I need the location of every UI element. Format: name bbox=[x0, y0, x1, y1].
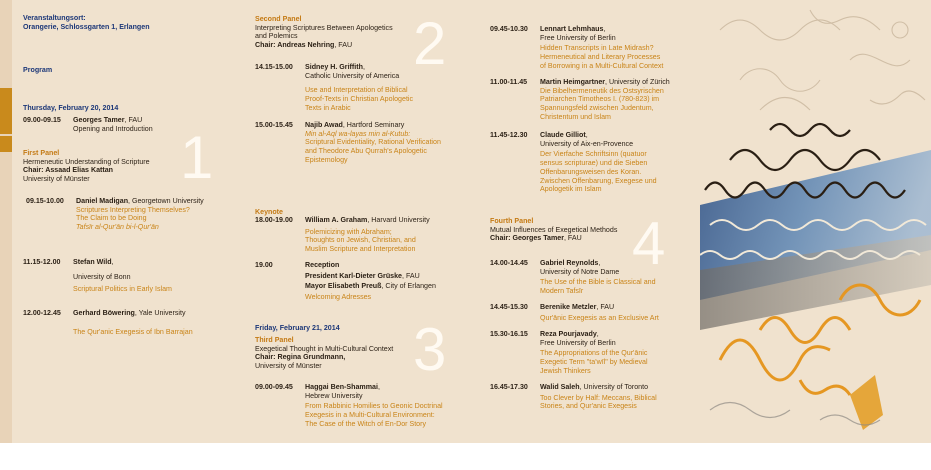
speaker-name: Lennart Lehmhaus bbox=[540, 25, 604, 33]
speaker-affiliation: , FAU bbox=[124, 116, 143, 124]
session-time: 09.15-10.00 bbox=[26, 197, 64, 205]
speaker-affiliation: , City of Erlangen bbox=[381, 282, 436, 291]
talk-wild bbox=[23, 258, 223, 294]
talk-title: The Use of the Bible is Classical and bbox=[540, 278, 656, 287]
panel-chair: Chair: Regina Grundmann, bbox=[255, 353, 346, 362]
session-time: 14.00-14.45 bbox=[490, 259, 528, 267]
panel-number-1: 1 bbox=[180, 124, 214, 191]
reception-label: Reception bbox=[305, 261, 340, 269]
panel-label: First Panel bbox=[23, 149, 60, 157]
speaker-name: Mayor Elisabeth Preuß bbox=[305, 282, 382, 291]
panel-label: Second Panel bbox=[255, 15, 302, 23]
speaker-name: Stefan Wild bbox=[73, 258, 112, 266]
speaker-affiliation: University of Notre Dame bbox=[540, 267, 620, 276]
panel-title: and Polemics bbox=[255, 32, 298, 41]
panel-chair-affiliation: University of Münster bbox=[23, 175, 90, 184]
talk-lehmhaus bbox=[490, 25, 700, 71]
fourth-panel-header bbox=[490, 217, 700, 243]
talk-title: Texts in Arabic bbox=[305, 103, 351, 112]
panel-chair: Chair: Andreas Nehring bbox=[255, 41, 335, 50]
speaker-name: Claude Gilliot bbox=[540, 131, 586, 139]
talk-reynolds bbox=[490, 259, 700, 296]
panel-label: Fourth Panel bbox=[490, 217, 534, 225]
speaker-affiliation: , bbox=[111, 258, 114, 266]
session-time: 12.00-12.45 bbox=[23, 309, 61, 317]
talk-title: Muslim Scripture and Interpretation bbox=[305, 245, 416, 254]
panel-title: Exegetical Thought in Multi-Cultural Context bbox=[255, 344, 394, 353]
talk-title: The Claim to be Doing bbox=[76, 214, 147, 223]
speaker-affiliation: , FAU bbox=[402, 271, 420, 280]
panel-title: Interpreting Scriptures Between Apologetics bbox=[255, 23, 393, 32]
keynote-label: Keynote bbox=[255, 208, 283, 216]
talk-title: Spannungsfeld zwischen Judentum, bbox=[540, 104, 654, 113]
panel-chair-affiliation: University of Münster bbox=[255, 362, 322, 371]
session-time: 14.45-15.30 bbox=[490, 303, 528, 311]
talk-title: Jewish Thinkers bbox=[540, 366, 591, 375]
session-time: 11.45-12.30 bbox=[490, 131, 528, 139]
talk-title: Apologetik im Islam bbox=[540, 185, 602, 194]
talk-gilliot bbox=[490, 131, 700, 194]
panel-number-4: 4 bbox=[632, 210, 666, 277]
talk-title: Qur'ānic Exegesis as an Exclusive Art bbox=[540, 313, 659, 322]
talk-saleh bbox=[490, 383, 700, 411]
talk-title: The Qur'anic Exegesis of Ibn Barrajan bbox=[73, 327, 193, 336]
talk-graham bbox=[255, 216, 470, 254]
talk-title: and Theodore Abu Qurrah's Apologetic bbox=[305, 147, 427, 156]
talk-title: Patriarchen Timotheos I. (780-823) im bbox=[540, 95, 660, 104]
page-tab-upper bbox=[0, 88, 12, 134]
speaker-affiliation: , FAU bbox=[596, 303, 615, 311]
speaker-name: Martin Heimgartner bbox=[540, 78, 606, 86]
talk-title: Hermeneutical and Literary Processes bbox=[540, 53, 661, 62]
session-title: Opening and Introduction bbox=[73, 124, 153, 133]
talk-title: Exegesis in a Multi-Cultural Environment: bbox=[305, 411, 435, 420]
third-panel-header bbox=[255, 336, 470, 371]
venue-address: Orangerie, Schlossgarten 1, Erlangen bbox=[23, 22, 150, 31]
session-time: 16.45-17.30 bbox=[490, 383, 528, 391]
speaker-name: Berenike Metzler bbox=[540, 303, 597, 311]
talk-title: sensus scripturae) und die Sieben bbox=[540, 159, 648, 168]
venue-label: Veranstaltungsort: bbox=[23, 14, 86, 22]
talk-title: Too Clever by Half: Meccans, Biblical bbox=[540, 393, 657, 402]
session-time: 09.45-10.30 bbox=[490, 25, 528, 33]
speaker-name: Gabriel Reynolds bbox=[540, 259, 599, 267]
speaker-affiliation: , bbox=[362, 63, 365, 71]
panel-label: Third Panel bbox=[255, 336, 294, 344]
speaker-name: Walid Saleh bbox=[540, 383, 580, 391]
speaker-name: Haggai Ben-Shammai bbox=[305, 383, 378, 391]
panel-title: Hermeneutic Understanding of Scripture bbox=[23, 157, 150, 166]
speaker-affiliation: , bbox=[596, 330, 599, 338]
talk-title: Modern Tafsīr bbox=[540, 287, 584, 296]
talk-title: Scriptural Politics in Early Islam bbox=[73, 285, 172, 294]
panel-title: Mutual Influences of Exegetical Methods bbox=[490, 225, 618, 234]
speaker-affiliation: University of Bonn bbox=[73, 272, 131, 281]
speaker-name: Georges Tamer bbox=[73, 116, 125, 124]
talk-title: Polemicizing with Abraham; bbox=[305, 227, 392, 236]
session-time: 09.00-09.15 bbox=[23, 116, 61, 124]
talk-madigan bbox=[23, 197, 223, 232]
talk-title: Tafsīr al-Qur'ān bi-l-Qur'ān bbox=[76, 223, 159, 232]
session-time: 15.30-16.15 bbox=[490, 330, 528, 338]
talk-title: Zwischen Offenbarung, Exegese und bbox=[540, 176, 657, 185]
talk-title: Die Bibelhermeneutik des Ostsyrischen bbox=[540, 86, 664, 95]
talk-title: Proof-Texts in Christian Apologetic bbox=[305, 95, 414, 104]
panel-chair: Chair: Assaad Elias Kattan bbox=[23, 166, 114, 175]
speaker-affiliation: , Georgetown University bbox=[128, 197, 204, 205]
speaker-affiliation: Catholic University of America bbox=[305, 71, 400, 80]
talk-title: The Appropriations of the Qur'ānic bbox=[540, 349, 648, 358]
speaker-affiliation: , University of Toronto bbox=[579, 383, 649, 391]
speaker-affiliation: , bbox=[585, 131, 588, 139]
panel-number-3: 3 bbox=[413, 316, 447, 383]
talk-title: Der Vierfache Schriftsinn (quatuor bbox=[540, 150, 647, 159]
talk-title: Welcoming Adresses bbox=[305, 293, 372, 302]
speaker-affiliation: , bbox=[377, 383, 380, 391]
session-time: 18.00-19.00 bbox=[255, 216, 293, 224]
talk-title: Stories, and Qur'anic Exegesis bbox=[540, 402, 637, 411]
opening-session bbox=[23, 116, 213, 133]
speaker-name: Daniel Madigan bbox=[76, 197, 129, 205]
calligraphy-artwork bbox=[700, 0, 931, 443]
talk-griffith bbox=[255, 63, 470, 113]
speaker-name: Gerhard Böwering bbox=[73, 309, 135, 317]
day-heading-thursday: Thursday, February 20, 2014 bbox=[23, 104, 119, 112]
panel-chair: Chair: Georges Tamer bbox=[490, 234, 564, 243]
talk-title: Scriptural Evidentiality, Rational Verification bbox=[305, 138, 441, 147]
talk-awad bbox=[255, 121, 470, 165]
talk-title: Epistemology bbox=[305, 155, 348, 164]
session-time: 14.15-15.00 bbox=[255, 63, 293, 71]
talk-title: From Rabbinic Homilies to Geonic Doctrinal bbox=[305, 402, 443, 411]
talk-bowering bbox=[23, 309, 223, 336]
speaker-affiliation: Free University of Berlin bbox=[540, 33, 616, 42]
speaker-affiliation: University of Aix-en-Provence bbox=[540, 139, 634, 148]
talk-title: Min al-Aql wa-layas min al-Kutub: bbox=[305, 129, 411, 138]
reception bbox=[255, 261, 470, 302]
speaker-affiliation: Hebrew University bbox=[305, 391, 363, 400]
talk-pourjavady bbox=[490, 330, 700, 376]
session-time: 11.00-11.45 bbox=[490, 78, 528, 86]
talk-title: Scriptures Interpreting Themselves? bbox=[76, 205, 190, 214]
speaker-name: Reza Pourjavady bbox=[540, 330, 597, 338]
talk-title: Christentum und Islam bbox=[540, 112, 611, 121]
talk-title: Hidden Transcripts in Late Midrash? bbox=[540, 44, 654, 53]
speaker-affiliation: , University of Zürich bbox=[605, 78, 670, 86]
session-time: 19.00 bbox=[255, 261, 273, 269]
session-time: 15.00-15.45 bbox=[255, 121, 293, 129]
speaker-name: William A. Graham bbox=[305, 216, 368, 224]
speaker-name: Sidney H. Griffith bbox=[305, 63, 363, 71]
first-panel-header bbox=[23, 149, 223, 184]
speaker-affiliation: , Yale University bbox=[134, 309, 186, 317]
speaker-affiliation: , bbox=[603, 25, 606, 33]
program-label: Program bbox=[23, 66, 53, 74]
panel-number-2: 2 bbox=[413, 10, 447, 77]
page-tab-lower bbox=[0, 136, 12, 152]
left-fold-strip bbox=[0, 0, 12, 443]
speaker-affiliation: , bbox=[598, 259, 601, 267]
session-time: 11.15-12.00 bbox=[23, 258, 61, 266]
speaker-affiliation: Free University of Berlin bbox=[540, 338, 616, 347]
talk-title: Exegetic Term "ta'wīl" by Medieval bbox=[540, 358, 648, 367]
venue bbox=[23, 14, 223, 31]
talk-title: The Case of the Witch of En-Dor Story bbox=[305, 419, 427, 428]
talk-title: Use and Interpretation of Biblical bbox=[305, 86, 408, 95]
speaker-name: Najib Awad bbox=[305, 121, 343, 129]
talk-ben-shammai bbox=[255, 383, 470, 429]
speaker-affiliation: , Hartford Seminary bbox=[342, 121, 405, 129]
speaker-name: President Karl-Dieter Grüske bbox=[305, 271, 402, 280]
session-time: 09.00-09.45 bbox=[255, 383, 293, 391]
talk-title: Thoughts on Jewish, Christian, and bbox=[305, 236, 416, 245]
panel-chair-affiliation: , FAU bbox=[334, 41, 353, 50]
second-panel-header bbox=[255, 15, 470, 50]
talk-title: of Borrowing in a Multi-Cultural Context bbox=[540, 61, 664, 70]
day-heading-friday: Friday, February 21, 2014 bbox=[255, 324, 340, 332]
talk-heimgartner bbox=[490, 78, 700, 122]
speaker-affiliation: , Harvard University bbox=[367, 216, 430, 224]
panel-chair-affiliation: , FAU bbox=[563, 234, 582, 243]
talk-metzler bbox=[490, 303, 700, 322]
talk-title: Offenbarungsweisen des Koran. bbox=[540, 167, 642, 176]
